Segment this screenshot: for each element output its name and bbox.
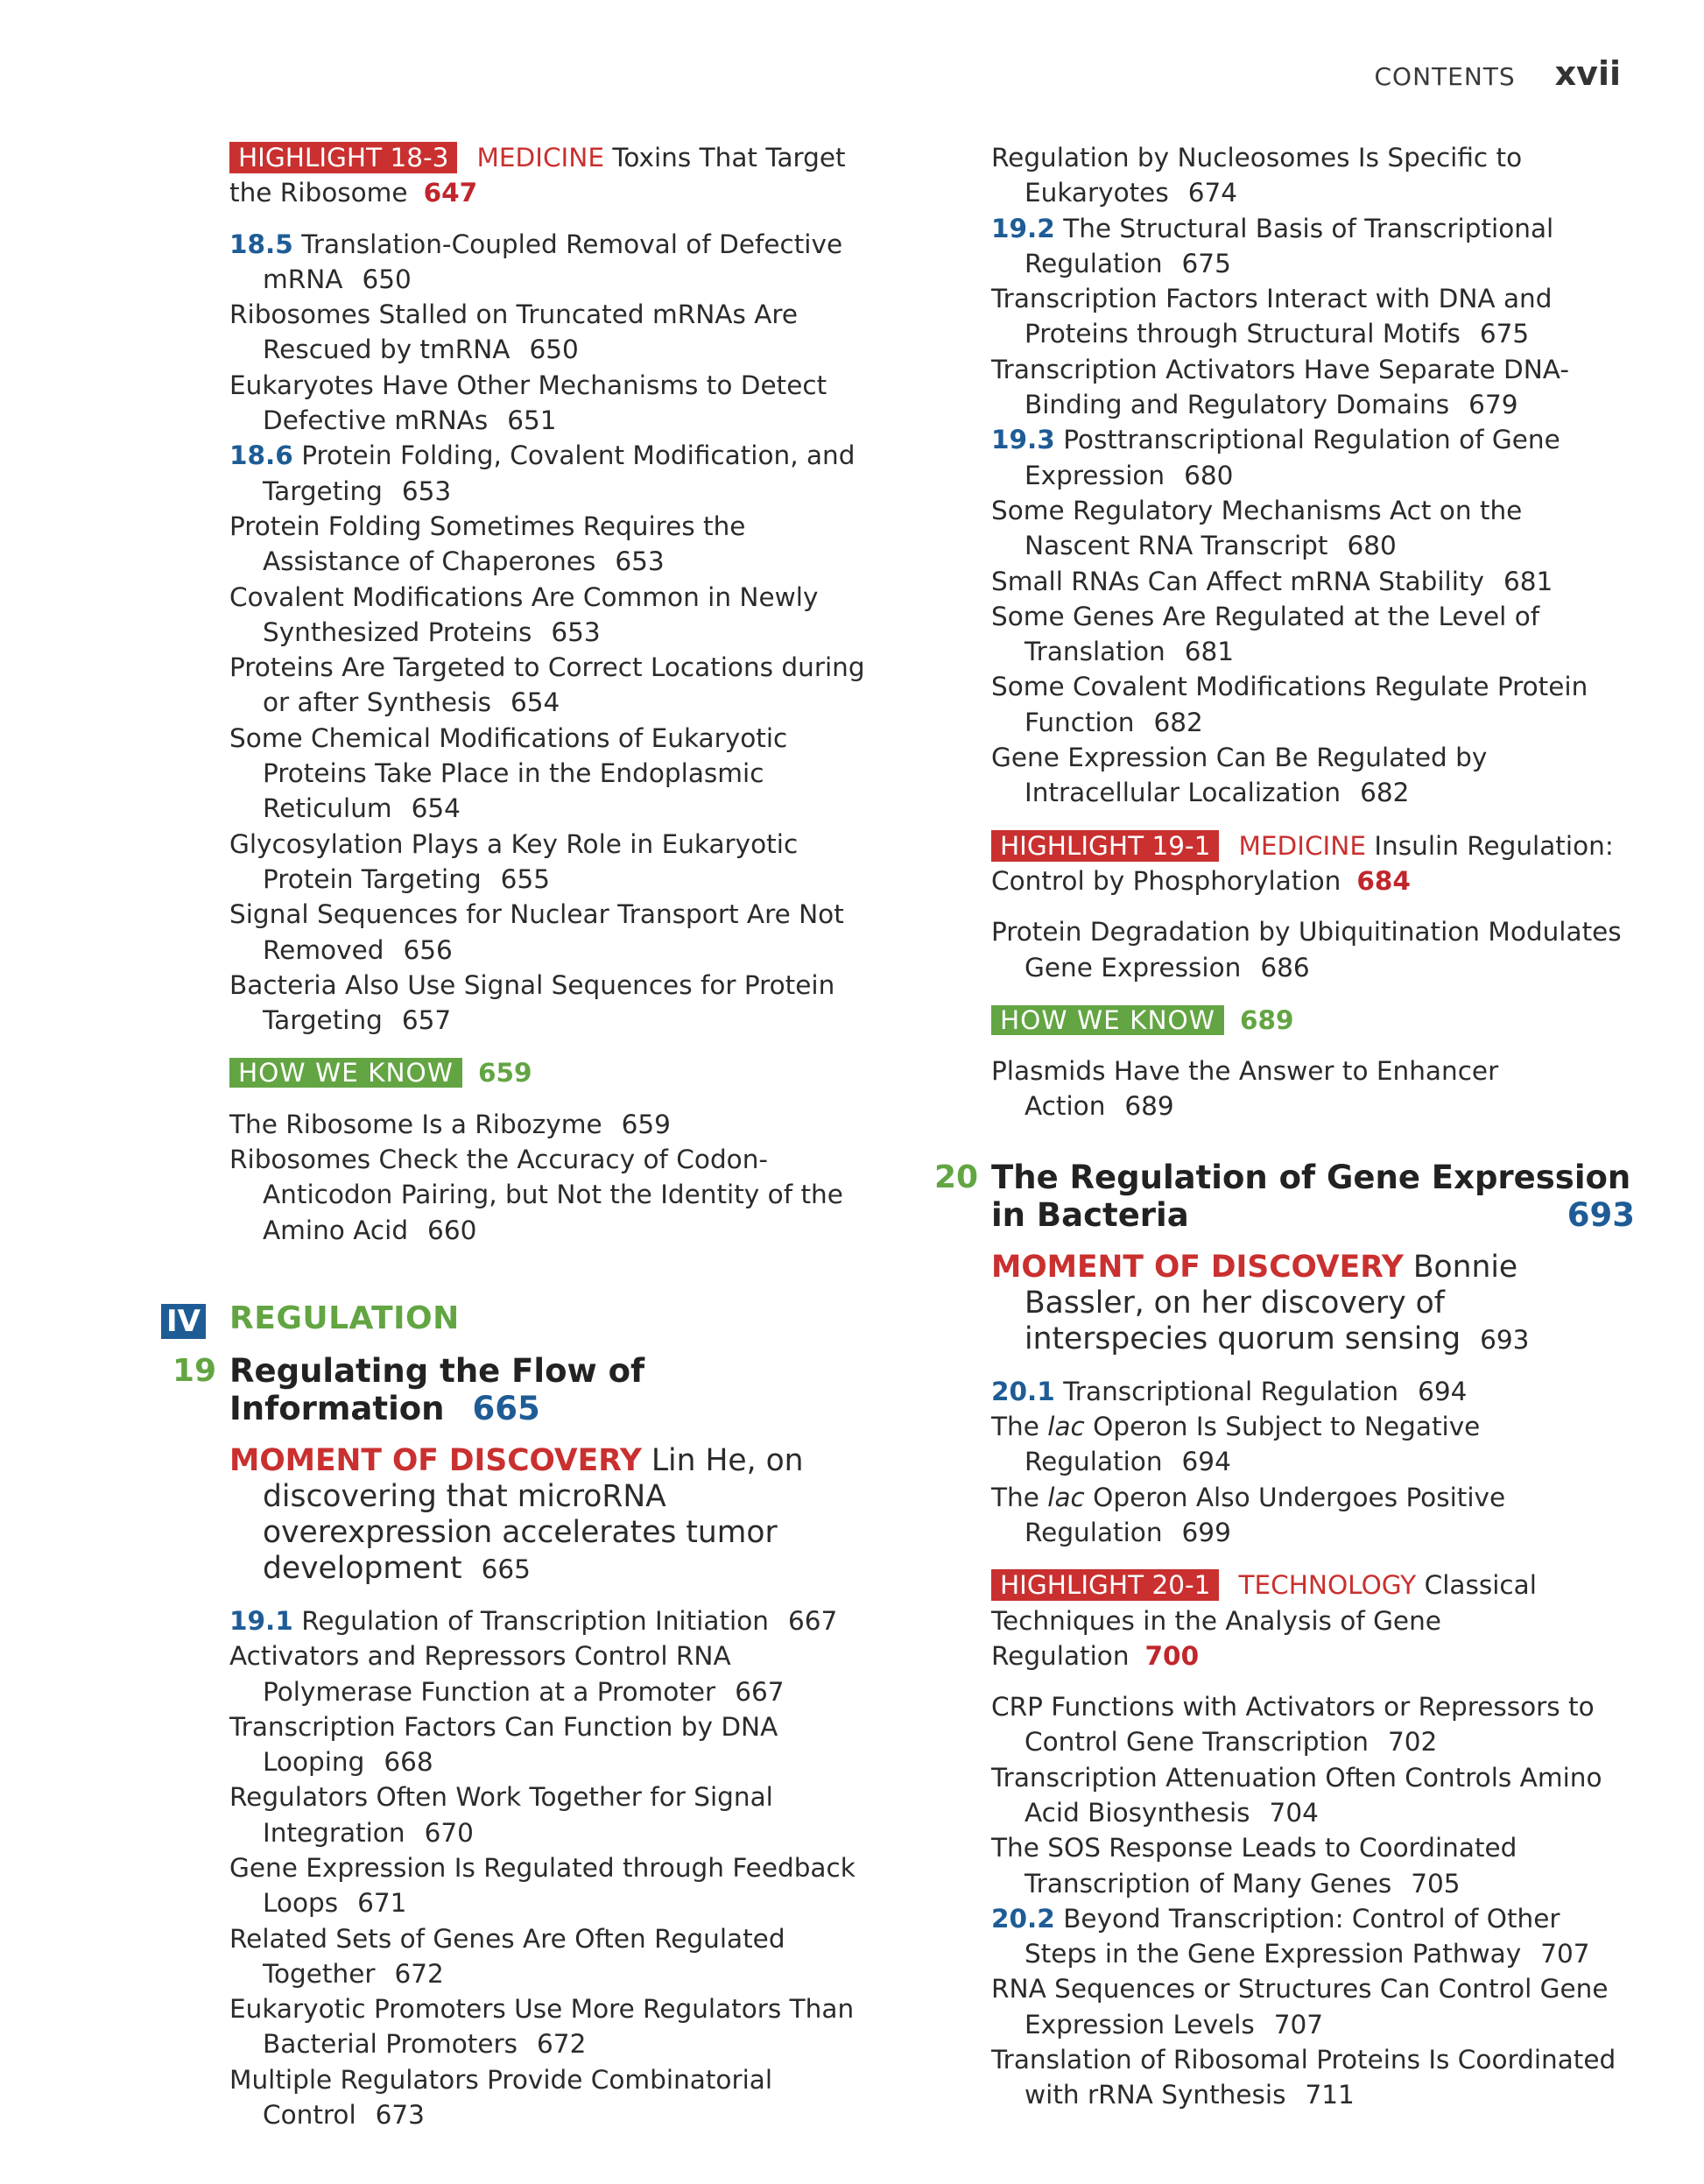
- section-20-1[interactable]: [991, 1374, 1635, 1409]
- toc-entry[interactable]: [991, 140, 1635, 211]
- entry-title: Related Sets of Genes Are Often Regulated Together: [229, 1923, 785, 1989]
- moment-page: 693: [1480, 1324, 1530, 1355]
- entry-title: The SOS Response Leads to Coordinated Transcription of Many Genes: [991, 1833, 1517, 1899]
- entry-page: 672: [394, 1958, 444, 1989]
- section-number: 19.3: [991, 425, 1055, 455]
- how-we-know[interactable]: [991, 1003, 1635, 1038]
- entry-title: Transcription Activators Have Separate DNA-Binding and Regulatory Domains: [991, 354, 1569, 420]
- chapter-20[interactable]: [934, 1158, 1635, 1234]
- moment-text: Bonnie Bassler, on her discovery of interspecies quorum sensing: [1025, 1249, 1518, 1356]
- entry-list: [229, 1638, 873, 2132]
- entry-page: 655: [500, 863, 550, 894]
- entry-title: Bacteria Also Use Signal Sequences for Protein Targeting: [229, 969, 835, 1036]
- entry-list: [991, 1971, 1635, 2112]
- entry-page: 673: [375, 2100, 425, 2131]
- toc-entry[interactable]: [991, 281, 1635, 352]
- entry-title: Signal Sequences for Nuclear Transport Are Not Removed: [229, 899, 844, 965]
- entry-page: 686: [1260, 952, 1310, 983]
- section-19-2[interactable]: [991, 211, 1635, 282]
- how-we-know-tag: HOW WE KNOW: [229, 1058, 462, 1088]
- section-title: Beyond Transcription: Control of Other Steps in the Gene Expression Pathway: [1025, 1903, 1560, 1969]
- entry-page: 711: [1305, 2080, 1355, 2110]
- chapter-title-row: [991, 1196, 1635, 1234]
- entry-page: 705: [1411, 1868, 1461, 1899]
- entry-title: RNA Sequences or Structures Can Control Gene Expression Levels: [991, 1974, 1609, 2040]
- entry-title: Protein Degradation by Ubiquitination Modulates Gene Expression: [991, 917, 1622, 983]
- entry-title-post: Operon Is Subject to Negative Regulation: [1025, 1412, 1481, 1477]
- entry-title-italic: lac: [1047, 1412, 1085, 1442]
- entry-title: Regulators Often Work Together for Signal Integration: [229, 1782, 773, 1848]
- highlight-category: MEDICINE: [1238, 830, 1366, 861]
- section-19-1[interactable]: [229, 1603, 873, 1638]
- entry-title: Gene Expression Can Be Regulated by Intracellular Localization: [991, 743, 1488, 808]
- running-header: [1375, 54, 1622, 98]
- page-number: xvii: [1554, 54, 1621, 93]
- entry-list: [991, 140, 1635, 211]
- toc-entry[interactable]: [991, 493, 1635, 564]
- toc-entry[interactable]: [229, 1709, 873, 1780]
- toc-entry[interactable]: [991, 1830, 1635, 1901]
- entry-list: [991, 493, 1635, 811]
- chapter-number: 20: [934, 1159, 979, 1195]
- entry-title: Multiple Regulators Provide Combinatorial Control: [229, 2064, 773, 2131]
- entry-list: [991, 281, 1635, 422]
- chapter-title-line2: in Bacteria: [991, 1195, 1189, 1234]
- entry-title-pre: The: [991, 1412, 1048, 1442]
- entry-title: Ribosomes Check the Accuracy of Codon-Anticodon Pairing, but Not the Identity of the Amino Acid: [229, 1145, 843, 1245]
- entry-page: 656: [403, 934, 453, 965]
- how-we-know-tag: HOW WE KNOW: [991, 1005, 1224, 1035]
- part-heading: [166, 1300, 873, 1342]
- section-19-3[interactable]: [991, 422, 1635, 493]
- toc-entry[interactable]: [229, 1779, 873, 1850]
- section-18-6[interactable]: [229, 438, 873, 509]
- entry-title: Gene Expression Is Regulated through Feedback Loops: [229, 1852, 856, 1919]
- entry-page: 704: [1269, 1797, 1319, 1828]
- moment-of-discovery[interactable]: [229, 1443, 873, 1588]
- chapter-title: Regulating the Flow of Information: [229, 1351, 645, 1427]
- toc-entry[interactable]: [229, 721, 873, 827]
- entry-page: 653: [551, 616, 601, 647]
- chapter-number: 19: [173, 1352, 217, 1389]
- entry-page: 674: [1187, 178, 1238, 208]
- lac-operon-negative[interactable]: [991, 1409, 1635, 1480]
- highlight-page: 700: [1144, 1640, 1200, 1671]
- part-badge: IV: [161, 1304, 206, 1339]
- toc-entry[interactable]: [991, 1971, 1635, 2042]
- entry-title: Transcription Factors Interact with DNA and Proteins through Structural Motifs: [991, 284, 1553, 349]
- how-we-know-page: 689: [1239, 1004, 1294, 1035]
- entry-title: Some Genes Are Regulated at the Level of Translation: [991, 601, 1540, 667]
- entry-title: Ribosomes Stalled on Truncated mRNAs Are Rescued by tmRNA: [229, 299, 799, 365]
- toc-entry[interactable]: [229, 650, 873, 721]
- toc-entry[interactable]: [229, 368, 873, 439]
- entry-page: 651: [507, 405, 557, 436]
- how-we-know[interactable]: [229, 1055, 873, 1090]
- toc-entry[interactable]: [229, 509, 873, 580]
- highlight-19-1[interactable]: [991, 828, 1635, 899]
- entry-title: Eukaryotes Have Other Mechanisms to Detect Defective mRNAs: [229, 370, 827, 436]
- toc-entry[interactable]: [991, 669, 1635, 740]
- entry-title: Covalent Modifications Are Common in Newly Synthesized Proteins: [229, 581, 819, 647]
- entry-title: Some Covalent Modifications Regulate Protein Function: [991, 672, 1588, 737]
- toc-entry[interactable]: [229, 2062, 873, 2133]
- entry-page: 699: [1181, 1517, 1231, 1547]
- entry-title: Some Chemical Modifications of Eukaryotic Proteins Take Place in the Endoplasmic Reticulum: [229, 722, 788, 824]
- entry-page: 675: [1479, 319, 1530, 349]
- entry-list: [229, 1107, 873, 1248]
- entry-page: 671: [357, 1888, 407, 1919]
- entry-page: 659: [621, 1109, 671, 1139]
- toc-entry[interactable]: [229, 827, 873, 898]
- entry-page: 681: [1184, 637, 1235, 667]
- toc-entry[interactable]: [229, 297, 873, 368]
- toc-entry[interactable]: [229, 1107, 873, 1142]
- entry-page: 694: [1181, 1447, 1231, 1477]
- entry-title: Eukaryotic Promoters Use More Regulators Than Bacterial Promoters: [229, 1994, 855, 2060]
- entry-page: 654: [510, 687, 560, 718]
- entry-page: 672: [537, 2029, 587, 2060]
- entry-page: 682: [1360, 778, 1410, 808]
- entry-list: [991, 1689, 1635, 1901]
- entry-list: [229, 509, 873, 1038]
- entry-title: Transcription Factors Can Function by DNA Looping: [229, 1711, 778, 1778]
- toc-entry[interactable]: [229, 580, 873, 651]
- toc-entry[interactable]: [991, 564, 1635, 599]
- entry-title: Regulation by Nucleosomes Is Specific to Eukaryotes: [991, 143, 1523, 208]
- highlight-page: 684: [1356, 865, 1411, 896]
- entry-title: Proteins Are Targeted to Correct Locations during or after Synthesis: [229, 652, 865, 718]
- toc-entry[interactable]: [229, 897, 873, 968]
- highlight-page: 647: [423, 178, 478, 208]
- section-title: Regulation of Transcription Initiation: [301, 1605, 769, 1636]
- section-18-5[interactable]: [229, 227, 873, 298]
- entry-page: 657: [401, 1005, 452, 1036]
- section-page: 694: [1418, 1376, 1468, 1406]
- section-number: 18.6: [229, 440, 293, 471]
- toc-entry[interactable]: [991, 740, 1635, 811]
- section-title: Transcriptional Regulation: [1063, 1376, 1399, 1406]
- entry-list: [229, 297, 873, 438]
- section-page: 675: [1181, 248, 1231, 278]
- section-number: 19.1: [229, 1605, 293, 1636]
- running-header-label: CONTENTS: [1374, 62, 1516, 91]
- highlight-title: Insulin Regulation: Control by Phosphorylation: [991, 830, 1614, 896]
- section-page: 653: [401, 476, 452, 506]
- lac-operon-positive[interactable]: [991, 1480, 1635, 1551]
- section-page: 650: [362, 264, 412, 294]
- highlight-title: Classical Techniques in the Analysis of Gene Regulation: [991, 1570, 1537, 1671]
- entry-page: 681: [1503, 566, 1553, 596]
- toc-entry[interactable]: [991, 2042, 1635, 2113]
- chapter-page: 693: [1567, 1195, 1635, 1234]
- entry-page: 653: [615, 546, 665, 577]
- highlight-tag: HIGHLIGHT 18-3: [229, 142, 457, 173]
- how-we-know-page: 659: [477, 1058, 532, 1088]
- entry-page: 654: [411, 793, 461, 824]
- moment-label: MOMENT OF DISCOVERY: [229, 1442, 642, 1478]
- entry-page: 707: [1273, 2009, 1324, 2040]
- chapter-page: 665: [472, 1389, 540, 1427]
- entry-title: Activators and Repressors Control RNA Polymerase Function at a Promoter: [229, 1641, 731, 1707]
- section-20-2[interactable]: [991, 1901, 1635, 1972]
- toc-right-column: [934, 140, 1635, 2113]
- toc-entry[interactable]: [229, 1991, 873, 2062]
- entry-title: Protein Folding Sometimes Requires the Assistance of Chaperones: [229, 511, 746, 577]
- toc-entry[interactable]: [991, 1760, 1635, 1831]
- entry-title: Plasmids Have the Answer to Enhancer Action: [991, 1056, 1499, 1122]
- entry-title: The Ribosome Is a Ribozyme: [229, 1109, 602, 1139]
- toc-entry[interactable]: [229, 1638, 873, 1709]
- toc-entry[interactable]: [991, 599, 1635, 670]
- entry-page: 679: [1468, 390, 1518, 420]
- entry-page: 702: [1387, 1727, 1438, 1758]
- entry-page: 660: [427, 1215, 477, 1245]
- moment-of-discovery[interactable]: [991, 1250, 1635, 1358]
- entry-page: 667: [735, 1676, 785, 1707]
- moment-text: Lin He, on discovering that microRNA overexpression accelerates tumor development: [263, 1442, 804, 1586]
- entry-page: 680: [1347, 531, 1397, 561]
- entry-title-pre: The: [991, 1482, 1048, 1512]
- entry-title: Glycosylation Plays a Key Role in Eukaryotic Protein Targeting: [229, 828, 799, 894]
- entry-page: 650: [529, 335, 579, 365]
- toc-entry[interactable]: [991, 1689, 1635, 1760]
- entry-title: CRP Functions with Activators or Repressors to Control Gene Transcription: [991, 1692, 1595, 1758]
- entry-title: Small RNAs Can Affect mRNA Stability: [991, 566, 1484, 596]
- section-title: Posttranscriptional Regulation of Gene Expression: [1025, 425, 1560, 490]
- entry-list: [991, 914, 1635, 985]
- chapter-title-line1: The Regulation of Gene Expression: [991, 1158, 1631, 1196]
- highlight-tag: HIGHLIGHT 19-1: [991, 830, 1219, 862]
- entry-page: 682: [1153, 707, 1203, 737]
- highlight-tag: HIGHLIGHT 20-1: [991, 1569, 1219, 1601]
- toc-entry[interactable]: [991, 1053, 1635, 1124]
- toc-entry[interactable]: [991, 914, 1635, 985]
- entry-list: [991, 1053, 1635, 1124]
- highlight-18-3[interactable]: [229, 140, 873, 211]
- toc-entry[interactable]: [991, 352, 1635, 423]
- section-number: 20.1: [991, 1376, 1055, 1406]
- entry-title: Some Regulatory Mechanisms Act on the Nascent RNA Transcript: [991, 495, 1523, 561]
- section-page: 667: [787, 1605, 838, 1636]
- toc-entry[interactable]: [229, 1850, 873, 1921]
- moment-page: 665: [481, 1553, 531, 1584]
- section-number: 18.5: [229, 229, 293, 259]
- entry-title-italic: lac: [1047, 1482, 1085, 1512]
- toc-left-column: [166, 140, 873, 2132]
- chapter-19[interactable]: [173, 1351, 873, 1427]
- highlight-category: TECHNOLOGY: [1238, 1570, 1417, 1601]
- toc-entry[interactable]: [229, 968, 873, 1039]
- highlight-category: MEDICINE: [476, 143, 604, 173]
- highlight-20-1[interactable]: [991, 1568, 1635, 1673]
- highlight-title: Toxins That Target the Ribosome: [229, 143, 846, 208]
- section-title: Translation-Coupled Removal of Defective mRNA: [263, 229, 843, 294]
- entry-page: 689: [1124, 1091, 1174, 1122]
- section-page: 707: [1540, 1939, 1590, 1969]
- moment-label: MOMENT OF DISCOVERY: [991, 1249, 1404, 1285]
- part-title: REGULATION: [229, 1300, 460, 1336]
- section-page: 680: [1184, 460, 1234, 490]
- entry-title-post: Operon Also Undergoes Positive Regulation: [1025, 1482, 1506, 1547]
- entry-page: 668: [384, 1747, 433, 1778]
- section-title: Protein Folding, Covalent Modification, and Targeting: [263, 440, 856, 506]
- toc-entry[interactable]: [229, 1921, 873, 1992]
- section-number: 20.2: [991, 1903, 1055, 1934]
- toc-entry[interactable]: [229, 1142, 873, 1248]
- section-number: 19.2: [991, 213, 1055, 243]
- section-title: The Structural Basis of Transcriptional Regulation: [1025, 213, 1554, 278]
- entry-page: 670: [424, 1817, 474, 1848]
- entry-title: Translation of Ribosomal Proteins Is Coordinated with rRNA Synthesis: [991, 2045, 1616, 2110]
- entry-title: Transcription Attenuation Often Controls Amino Acid Biosynthesis: [991, 1762, 1602, 1828]
